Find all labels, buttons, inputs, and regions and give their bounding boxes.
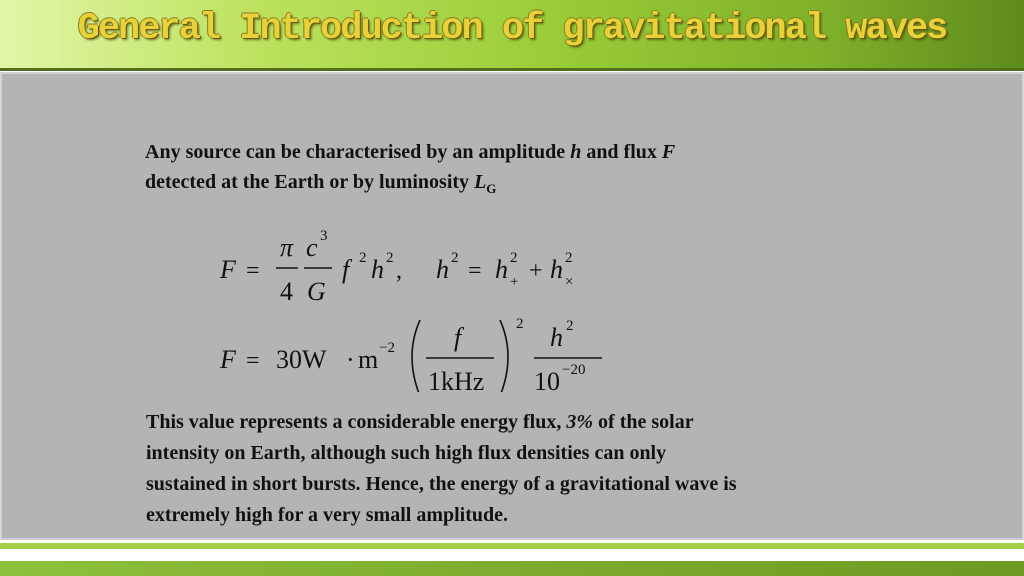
header-divider bbox=[0, 68, 1024, 71]
conclusion-text-4: sustained in short bursts. Hence, the energy of a gravitational wave is bbox=[146, 473, 737, 495]
eq1-h2-lhs-exp: 2 bbox=[451, 250, 459, 266]
left-paren bbox=[412, 320, 420, 392]
eq2-coeff: 30W bbox=[276, 345, 327, 374]
eq2-lhs: F bbox=[220, 345, 236, 374]
eq2-unit: m bbox=[358, 345, 379, 374]
eq1-comma: , bbox=[396, 258, 402, 284]
eq1-equals-2: = bbox=[468, 258, 482, 284]
flux-symbol: F bbox=[661, 141, 676, 163]
slide-title: General Introduction of gravitational waves bbox=[77, 8, 947, 50]
eq1-hcross: h bbox=[550, 255, 563, 284]
eq2-ten-exp: −20 bbox=[562, 362, 586, 378]
eq1-c: c bbox=[306, 233, 318, 262]
eq1-pi: π bbox=[280, 233, 294, 262]
eq1-h-exp: 2 bbox=[386, 250, 394, 266]
header-band bbox=[0, 0, 1024, 68]
eq2-ten: 10 bbox=[534, 367, 560, 392]
luminosity-symbol: L bbox=[474, 171, 487, 193]
footer-band bbox=[0, 561, 1024, 576]
eq1-hcross-exp: 2 bbox=[565, 250, 573, 266]
intro-text-3: detected at the Earth or by luminosity bbox=[145, 171, 475, 193]
conclusion-text-2: of the solar bbox=[593, 411, 694, 433]
eq1-c-exp: 3 bbox=[320, 228, 328, 244]
eq1-hplus: h bbox=[495, 255, 508, 284]
eq2-h-exp: 2 bbox=[566, 318, 574, 334]
eq1-f-exp: 2 bbox=[359, 250, 367, 266]
intro-text-1: Any source can be characterised by an amplitude bbox=[145, 141, 571, 163]
luminosity-subscript: G bbox=[486, 181, 497, 196]
eq1-f: f bbox=[342, 255, 350, 284]
amplitude-symbol: h bbox=[570, 141, 582, 163]
eq1-h: h bbox=[371, 255, 384, 284]
eq2-equals: = bbox=[246, 348, 260, 374]
eq1-G: G bbox=[307, 277, 326, 302]
right-paren bbox=[500, 320, 508, 392]
eq2-dot: · bbox=[346, 345, 355, 374]
conclusion-text-5: extremely high for a very small amplitude. bbox=[146, 504, 508, 526]
intro-text-2: and flux bbox=[581, 141, 662, 163]
flux-estimate-equation bbox=[210, 312, 630, 392]
flux-equation bbox=[210, 222, 630, 302]
footer-gap bbox=[0, 549, 1024, 561]
eq2-h: h bbox=[550, 323, 563, 352]
eq1-four: 4 bbox=[280, 277, 293, 302]
intro-paragraph bbox=[145, 137, 865, 204]
eq1-hcross-sub: × bbox=[565, 274, 574, 290]
eq2-f: f bbox=[454, 323, 462, 352]
eq1-hplus-sub: + bbox=[510, 274, 519, 290]
conclusion-text-1: This value represents a considerable energy flux, bbox=[146, 411, 567, 433]
conclusion-text-3: intensity on Earth, although such high flux densities can only bbox=[146, 442, 667, 464]
eq1-plus: + bbox=[529, 258, 543, 284]
eq1-lhs: F bbox=[220, 255, 236, 284]
eq2-1khz: 1kHz bbox=[428, 367, 485, 392]
eq1-equals: = bbox=[246, 258, 260, 284]
eq1-hplus-exp: 2 bbox=[510, 250, 518, 266]
percent-value: 3% bbox=[566, 411, 594, 433]
eq2-unit-exp: −2 bbox=[379, 340, 395, 356]
conclusion-paragraph bbox=[146, 407, 926, 531]
eq2-paren-exp: 2 bbox=[516, 316, 524, 332]
eq1-h2-lhs: h bbox=[436, 255, 449, 284]
